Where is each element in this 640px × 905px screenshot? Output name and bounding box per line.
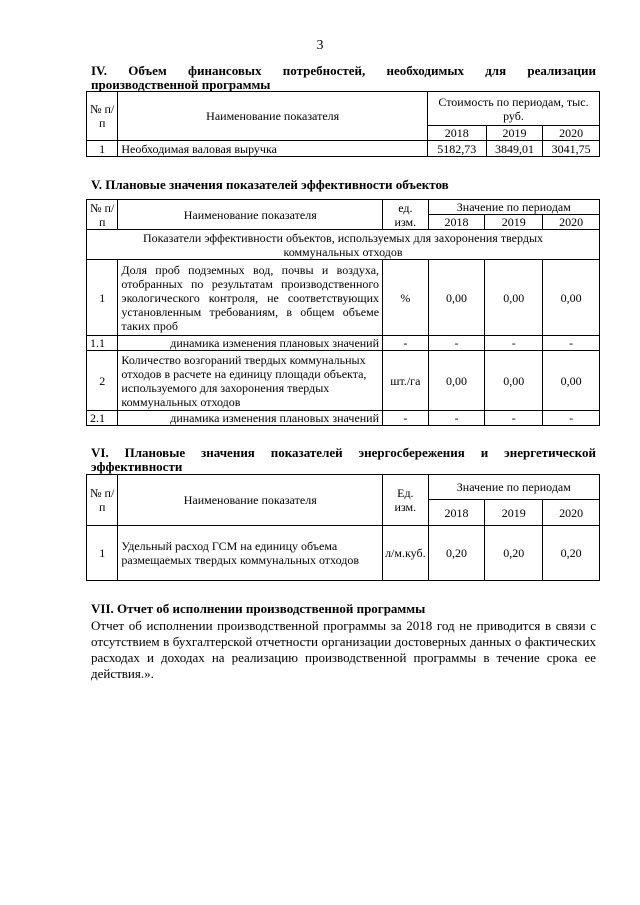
year-2019-header: 2019 [485,500,543,526]
year-2019-header: 2019 [485,215,543,230]
col-name-header: Наименование показателя [118,200,383,230]
section7-heading: VII. Отчет об исполнении производственной программы [91,601,426,616]
table-row: 2 Количество возгораний твердых коммунальных отходов в расчете на единицу площади объекта, используемого для захоронения твердых коммунальных отходов шт./га 0,00 0,00 0,00 [87,351,600,411]
section5-heading: V. Плановые значения показателей эффективности объектов [91,177,449,192]
col-name-header: Наименование показателя [118,92,428,141]
energy-efficiency-table [86,474,600,581]
col-unit-header: Ед. изм. [383,475,429,526]
financial-needs-table [86,91,600,157]
year-2020-header: 2020 [543,215,600,230]
col-number-header: № п/п [87,475,118,526]
table-row: 1 Необходимая валовая выручка 5182,73 3849,01 3041,75 [87,141,600,157]
col-cost-header: Стоимость по периодам, тыс. руб. [427,92,599,126]
col-values-header: Значение по периодам [428,200,599,215]
section4-heading-line2: производственной программы [91,77,271,92]
year-2018-header: 2018 [427,126,486,141]
table-row: 1.1 динамика изменения плановых значений - - - - [87,336,600,351]
col-name-header: Наименование показателя [118,475,383,526]
table-row: 1 Удельный расход ГСМ на единицу объема размещаемых твердых коммунальных отходов л/м.куб. 0,20 0,20 0,20 [87,526,600,581]
year-2018-header: 2018 [428,215,485,230]
col-number-header: № п/п [87,200,118,230]
section6-heading: VI. Плановые значения показателей энергосбережения и энергетической [91,445,596,460]
page-number: 3 [316,38,324,53]
group-title: Показатели эффективности объектов, используемых для захоронения твердых коммунальных отходов [87,230,600,260]
year-2020-header: 2020 [543,500,600,526]
table-row: 1 Доля проб подземных вод, почвы и воздуха, отобранных по результатам производственного экологического контроля, не соответствующих установленным требованиям, в общем объеме таких проб % 0,00 0,00 0,00 [87,260,600,336]
col-values-header: Значение по периодам [428,475,599,500]
col-unit-header: ед. изм. [383,200,429,230]
col-number-header: № п/п [87,92,118,141]
section6-heading-line2: эффективности [91,459,183,474]
report-paragraph: Отчет об исполнении производственной программы за 2018 год не приводится в связи с отсутствием в бухгалтерской отчетности организации достоверных данных о фактических расходах и доходах на реализацию производственной программы в течение срока ее действия.». [91,618,596,681]
table-row: 2.1 динамика изменения плановых значений - - - - [87,411,600,426]
year-2020-header: 2020 [543,126,600,141]
year-2019-header: 2019 [486,126,543,141]
year-2018-header: 2018 [428,500,485,526]
section4-heading: IV. Объем финансовых потребностей, необходимых для реализации [91,63,596,78]
efficiency-indicators-table [86,199,600,426]
